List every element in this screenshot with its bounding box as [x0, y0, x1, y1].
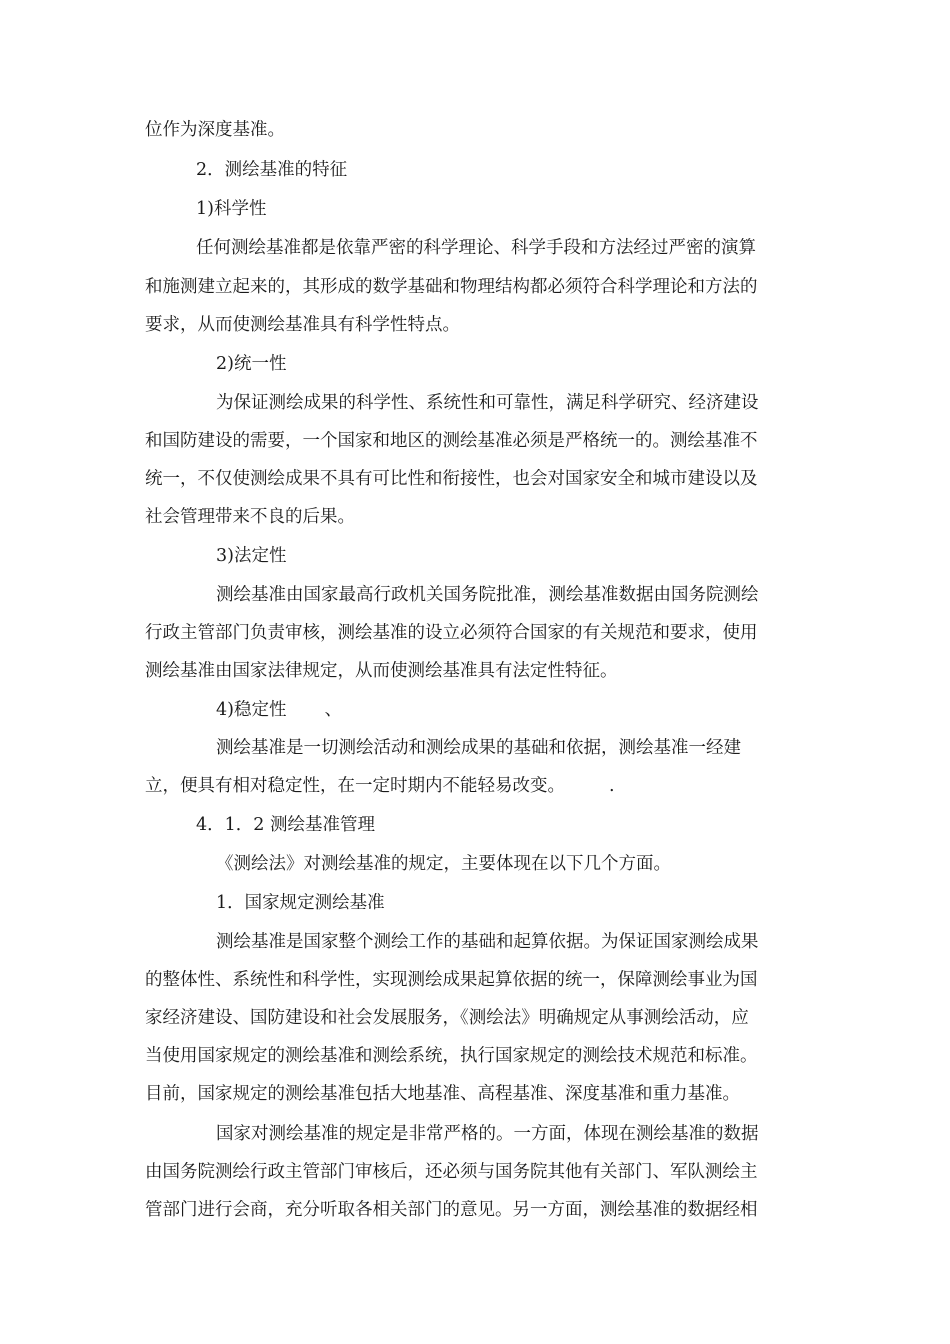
text-line: 《测绘法》对测绘基准的规定，主要体现在以下几个方面。	[216, 854, 671, 874]
text-line: 统一，不仅使测绘成果不具有可比性和衔接性，也会对国家安全和城市建设以及	[145, 469, 758, 489]
text-line: 和施测建立起来的，其形成的数学基础和物理结构都必须符合科学理论和方法的	[145, 277, 758, 297]
text-line: 由国务院测绘行政主管部门审核后，还必须与国务院其他有关部门、军队测绘主	[145, 1162, 758, 1182]
text-line	[145, 774, 615, 798]
text-line: 管部门进行会商，充分听取各相关部门的意见。另一方面，测绘基准的数据经相	[145, 1200, 758, 1220]
section-heading: 4．1．2 测绘基准管理	[196, 815, 375, 835]
text-line: 的整体性、系统性和科学性，实现测绘成果起算依据的统一，保障测绘事业为国	[145, 970, 758, 990]
text-line: 社会管理带来不良的后果。	[145, 507, 355, 527]
text-line: 家经济建设、国防建设和社会发展服务，《测绘法》明确规定从事测绘活动，应	[145, 1008, 749, 1028]
stray-mark: .	[609, 776, 615, 796]
text-line: 和国防建设的需要，一个国家和地区的测绘基准必须是严格统一的。测绘基准不	[145, 431, 758, 451]
section-heading: 1．国家规定测绘基准	[216, 893, 385, 913]
stray-mark: 、	[324, 700, 342, 720]
subsection-heading: 3)法定性	[216, 546, 287, 566]
text-line: 测绘基准是一切测绘活动和测绘成果的基础和依据，测绘基准一经建	[216, 738, 741, 758]
text-line: 测绘基准是国家整个测绘工作的基础和起算依据。为保证国家测绘成果	[216, 932, 759, 952]
heading-text: 4)稳定性	[216, 700, 287, 720]
text-line: 为保证测绘成果的科学性、系统性和可靠性，满足科学研究、经济建设	[216, 393, 759, 413]
subsection-heading: 2)统一性	[216, 354, 287, 374]
subsection-heading	[216, 698, 342, 722]
text-line: 任何测绘基准都是依靠严密的科学理论、科学手段和方法经过严密的演算	[196, 238, 756, 258]
text-line: 国家对测绘基准的规定是非常严格的。一方面，体现在测绘基准的数据	[216, 1124, 759, 1144]
text-line: 行政主管部门负责审核，测绘基准的设立必须符合国家的有关规范和要求，使用	[145, 623, 758, 643]
text-line: 测绘基准由国家法律规定，从而使测绘基准具有法定性特征。	[145, 661, 618, 681]
text-line: 要求，从而使测绘基准具有科学性特点。	[145, 315, 460, 335]
text-line: 测绘基准由国家最高行政机关国务院批准，测绘基准数据由国务院测绘	[216, 585, 759, 605]
text-line: 位作为深度基准。	[145, 120, 285, 140]
text-line: 当使用国家规定的测绘基准和测绘系统，执行国家规定的测绘技术规范和标准。	[145, 1046, 758, 1066]
line-text: 立，便具有相对稳定性，在一定时期内不能轻易改变。	[145, 776, 565, 796]
section-heading: 2．测绘基准的特征	[196, 160, 348, 180]
text-line: 目前，国家规定的测绘基准包括大地基准、高程基准、深度基准和重力基准。	[145, 1084, 740, 1104]
subsection-heading: 1)科学性	[196, 199, 267, 219]
